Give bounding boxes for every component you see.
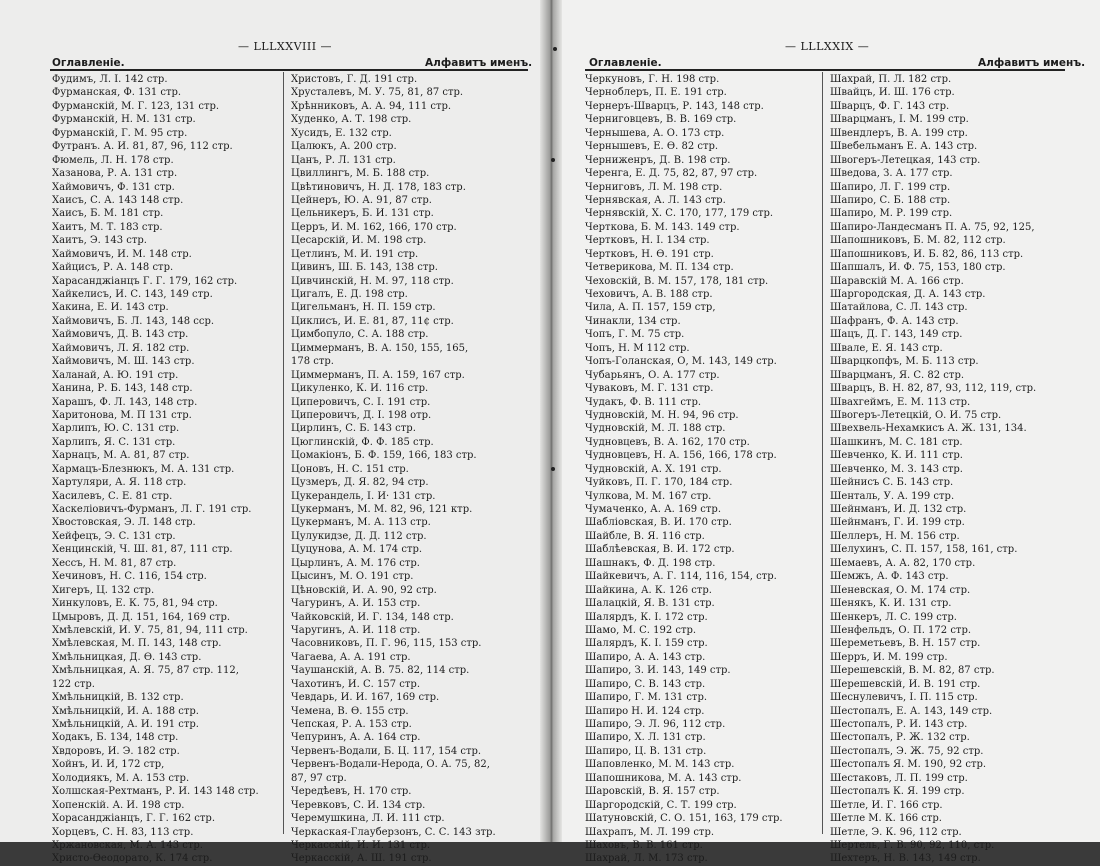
index-entry: Черкасскій, А. Ш. 191 стр.	[291, 853, 432, 865]
index-entry: Шапошникова, М. А. 143 стр.	[585, 772, 742, 784]
ink-speck	[551, 158, 555, 162]
index-entry: Черткова, Б. М. 143. 149 стр.	[585, 221, 740, 233]
index-entry: Чертковъ, Н. I. 134 стр.	[585, 235, 710, 247]
index-entry: Шенталь, У. А. 199 стр.	[830, 490, 955, 502]
index-entry: Чуйковъ, П. Г. 170, 184 стр.	[585, 477, 733, 489]
index-entry: Хмѣлевская, М. П. 143, 148 стр.	[52, 638, 222, 650]
index-entry: Цельникеръ, Б. И. 131 стр.	[291, 208, 434, 220]
index-entry: Швале, Е. Я. 143 стр.	[830, 342, 943, 354]
index-entry: Худенко, А. Т. 198 стр.	[291, 114, 412, 126]
index-entry: Шаровскій, В. Я. 157 стр.	[585, 786, 720, 798]
index-entry: Шаблiовская, В. И. 170 стр.	[585, 517, 732, 529]
index-entry: Чередѣевъ, Н. 170 стр.	[291, 786, 412, 798]
index-entry: Цигельманъ, Н. П. 159 стр.	[291, 302, 436, 314]
index-entry: Шапошниковъ, И. Б. 82, 86, 113 стр.	[830, 248, 1024, 260]
index-entry: Шемаевъ, А. А. 82, 170 стр.	[830, 557, 976, 569]
index-entry: Шапиро, С. Б. 188 стр.	[830, 194, 951, 206]
index-entry: Чеховскій, В. М. 157, 178, 181 стр.	[585, 275, 769, 287]
index-entry: Чемена, В. Ѳ. 155 стр.	[291, 705, 409, 717]
index-entry: Шайбле, В. Я. 116 стр.	[585, 530, 705, 542]
index-entry: Швебельманъ Е. А. 143 стр.	[830, 141, 978, 153]
index-entry: Черноблеръ, П. Е. 191 стр.	[585, 87, 727, 99]
index-entry: Хайкелисъ, И. С. 143, 149 стр.	[52, 289, 213, 300]
index-entry: Чертковъ, Н. Ѳ. 191 стр.	[585, 248, 714, 260]
index-entry: Фудимъ, Л. I. 142 стр.	[52, 74, 168, 85]
index-entry: Хмѣльницкій, И. А. 188 стр.	[52, 705, 199, 717]
index-entry: Шварцманъ, Я. С. 82 стр.	[830, 369, 965, 381]
index-entry: Чепуринъ, А. А. 164 стр.	[291, 732, 421, 744]
index-entry: Хазанова, Р. А. 131 стр.	[52, 168, 178, 180]
index-entry: Шенфельдъ, О. П. 172 стр.	[830, 624, 972, 636]
name-column-2	[830, 73, 1036, 866]
column-divider	[283, 72, 284, 834]
index-entry: Шварцкопфъ, М. Б. 113 стр.	[830, 356, 979, 368]
index-entry: Хаймовичъ, Д. В. 143 стр.	[52, 329, 189, 341]
index-entry: Хрѣнниковъ, А. А. 94, 111 стр.	[291, 100, 452, 112]
index-entry: Цирлинъ, С. Б. 143 стр.	[291, 423, 416, 435]
index-entry: Червенъ-Водали, Б. Ц. 117, 154 стр.	[291, 745, 482, 757]
index-entry: Чернышевъ, Е. Ѳ. 82 стр.	[585, 141, 719, 153]
index-entry: Цвѣтиновичъ, Н. Д. 178, 183 стр.	[291, 181, 466, 193]
index-entry: Швогеръ-Летецкій, О. И. 75 стр.	[830, 409, 1002, 421]
index-entry: Шахрай, П. Л. 182 стр.	[830, 74, 952, 85]
header-rule	[585, 69, 1065, 71]
index-entry: Цукерманъ, М. А. 113 стр.	[291, 517, 431, 529]
index-entry: Шалярдъ, К. I. 159 стр.	[585, 638, 708, 650]
index-entry: Харлипъ, Ю. С. 131 стр.	[52, 423, 180, 435]
index-entry: Шацъ, Д. Г. 143, 149 стр.	[830, 329, 963, 341]
index-entry: Халанай, А. Ю. 191 стр.	[52, 369, 179, 381]
index-entry: Часовниковъ, П. Г. 96, 115, 153 стр.	[291, 638, 482, 650]
index-entry: Цѣновскій, И. А. 90, 92 стр.	[291, 584, 437, 596]
index-entry: Циклисъ, И. Е. 81, 87, 11¢ стр.	[291, 315, 454, 327]
index-entry: Червенъ-Водали-Нерода, О. А. 75, 82,	[291, 759, 490, 771]
index-entry: Швогеръ-Летецкая, 143 стр.	[830, 154, 981, 166]
index-entry: Шапошниковъ, Б. М. 82, 112 стр.	[830, 235, 1006, 247]
index-entry: Фюмель, Л. Н. 178 стр.	[52, 154, 174, 166]
index-entry: Хартуляри, А. Я. 118 стр.	[52, 477, 187, 489]
index-entry: Шварцъ, В. Н. 82, 87, 93, 112, 119, стр.	[830, 383, 1037, 395]
header-contents: Оглавленіе.	[589, 57, 662, 69]
index-entry: Чернявскій, Х. С. 170, 177, 179 стр.	[585, 208, 774, 220]
index-entry: Хинкуловъ, Е. К. 75, 81, 94 стр.	[52, 598, 218, 610]
index-entry: Холодиякъ, М. А. 153 стр.	[52, 772, 190, 784]
index-entry: Шенякъ, К. И. 131 стр.	[830, 598, 952, 610]
header-alphabet: Алфавитъ именъ.	[978, 57, 1086, 69]
index-entry: Чаушанскій, А. В. 75. 82, 114 стр.	[291, 665, 470, 677]
index-entry: Черниговъ, Л. М. 198 стр.	[585, 181, 723, 193]
index-entry: 87, 97 стр.	[291, 772, 347, 784]
index-entry: Шапиро, Х. Л. 131 стр.	[585, 732, 706, 744]
index-entry: Холшская-Рехтманъ, Р. И. 143 148 стр.	[52, 786, 259, 798]
index-entry: Чудновскій, А. Х. 191 стр.	[585, 463, 722, 475]
index-entry: Шемжъ, А. Ф. 143 стр.	[830, 571, 949, 583]
index-entry: Шахрай, Л. М. 173 стр.	[585, 853, 708, 865]
index-entry: Чагуринъ, А. И. 153 стр.	[291, 598, 421, 610]
index-entry: Цейнеръ, Ю. А. 91, 87 стр.	[291, 194, 432, 206]
index-entry: Черкуновъ, Г. Н. 198 стр.	[585, 74, 720, 85]
index-entry: Хармацъ-Блезнюкъ, М. А. 131 стр.	[52, 463, 235, 475]
index-entry: Цивинъ, Ш. Б. 143, 138 стр.	[291, 262, 438, 274]
index-entry: Ходакъ, Б. 134, 148 стр.	[52, 732, 179, 744]
index-entry: Фурманскій, Г. М. 95 стр.	[52, 127, 188, 139]
index-entry: Шевченко, М. З. 143 стр.	[830, 463, 963, 475]
book-gutter	[540, 0, 562, 842]
index-entry: Циперовичъ, С. I. 191 стр.	[291, 396, 431, 408]
index-entry: Шапиро, А. А. 143 стр.	[585, 651, 706, 663]
index-entry: Чернеръ-Шварцъ, Р. 143, 148 стр.	[585, 100, 764, 112]
name-column-1	[585, 73, 783, 866]
index-entry: Хрусталевъ, М. У. 75, 81, 87 стр.	[291, 87, 464, 99]
index-entry: Хусидъ, Е. 132 стр.	[291, 127, 392, 139]
index-entry: Хмѣлевскій, И. У. 75, 81, 94, 111 стр.	[52, 624, 248, 636]
index-entry: Хорасанджіанцъ, Г. Г. 162 стр.	[52, 813, 215, 825]
index-entry: 178 стр.	[291, 356, 334, 368]
index-entry: Шатуновскій, С. О. 151, 163, 179 стр.	[585, 813, 783, 825]
index-entry: Чеховичъ, А. В. 188 стр.	[585, 289, 713, 300]
index-entry: Харасанджіанцъ Г. Г. 179, 162 стр.	[52, 275, 238, 287]
page-number: — LLLXXIX —	[785, 40, 870, 53]
header-rule	[50, 69, 528, 71]
index-entry: Шапиро, С. В. 143 стр.	[585, 678, 706, 690]
index-entry: Чудакъ, Ф. В. 111 стр.	[585, 396, 702, 408]
index-entry: Чернявская, А. Л. 143 стр.	[585, 194, 726, 206]
index-entry: Чумаченко, А. А. 169 стр.	[585, 504, 722, 515]
index-entry: Шахрапъ, М. Л. 199 стр.	[585, 826, 715, 838]
index-entry: Цесарскій, И. М. 198 стр.	[291, 235, 427, 247]
index-entry: Чевдарь, И. И. 167, 169 стр.	[291, 692, 440, 704]
index-entry: Черемушкина, Л. И. 111 стр.	[291, 813, 445, 825]
index-entry: Цетлинъ, М. И. 191 стр.	[291, 248, 419, 260]
index-entry: Хмѣльницкая, Д. Ө. 143 стр.	[52, 651, 202, 663]
index-entry: Хигеръ, Ц. 132 стр.	[52, 584, 155, 596]
index-entry: Хакина, Е. И. 143 стр.	[52, 302, 169, 314]
index-entry: Цукерманъ, М. М. 82, 96, 121 ктр.	[291, 504, 473, 515]
index-entry: Шаравскій М. А. 166 стр.	[830, 275, 964, 287]
index-entry: Шетле М. К. 166 стр.	[830, 813, 942, 825]
index-entry: Чахотинъ, И. С. 157 стр.	[291, 678, 420, 690]
index-entry: Шерешевскій, И. В. 191 стр.	[830, 678, 981, 690]
index-entry: Цивчинскій, Н. М. 97, 118 стр.	[291, 275, 454, 287]
index-entry: Шейнманъ, Г. И. 199 стр.	[830, 517, 965, 529]
index-entry: Шестопалъ Я. М. 190, 92 стр.	[830, 759, 987, 771]
index-entry: Хессъ, Н. М. 81, 87 стр.	[52, 557, 177, 569]
index-entry: Чуваковъ, М. Г. 131 стр.	[585, 383, 714, 395]
index-entry: Шестопалъ, Р. Ж. 132 стр.	[830, 732, 970, 744]
index-entry: Цырлинъ, А. М. 176 стр.	[291, 557, 420, 569]
index-entry: Хайцисъ, Р. А. 148 стр.	[52, 262, 174, 274]
index-entry: Черкасскій, И. И. 131 стр.	[291, 839, 431, 851]
index-entry: Христо-Ѳеодорато, К. 174 стр.	[52, 853, 213, 865]
index-entry: Шаховъ, В. В. 161 стр.	[585, 839, 703, 851]
index-entry: Харлипъ, Я. С. 131 стр.	[52, 436, 176, 448]
index-entry: Шапиро-Ландесманъ П. А. 75, 92, 125,	[830, 221, 1035, 233]
index-entry: Цимбопуло, С. А. 188 стр.	[291, 329, 429, 341]
index-entry: Шеснулевичъ, I. П. 115 стр.	[830, 692, 978, 704]
index-entry: Хмѣльницкая, А. Я. 75, 87 стр. 112,	[52, 665, 239, 677]
index-entry: Шапиро, З. И. 143, 149 стр.	[585, 665, 731, 677]
index-entry: Шаповленко, М. М. 143 стр.	[585, 759, 735, 771]
index-entry: Шерръ, И. М. 199 стр.	[830, 651, 948, 663]
index-entry: Черенга, Е. Д. 75, 82, 87, 97 стр.	[585, 168, 758, 180]
index-entry: Хмѣльницкій, А. И. 191 стр.	[52, 719, 199, 730]
index-entry: Харитонова, М. П 131 стр.	[52, 409, 192, 421]
index-entry: Чопъ, Г. М. 75 стр.	[585, 329, 685, 341]
index-entry: Шереметьевъ, В. Н. 157 стр.	[830, 638, 981, 650]
index-entry: Чагаева, А. А. 191 стр.	[291, 651, 411, 663]
name-column-1	[52, 73, 259, 866]
index-entry: Швендлеръ, В. А. 199 стр.	[830, 127, 968, 139]
index-entry: Цюглинскій, Ф. Ф. 185 стр.	[291, 436, 434, 448]
index-entry: Цысинъ, М. О. 191 стр.	[291, 571, 414, 583]
index-entry: Шашкинъ, М. С. 181 стр.	[830, 436, 963, 448]
index-entry: Шашнакъ, Ф. Д. 198 стр.	[585, 557, 716, 569]
ink-speck	[551, 467, 555, 471]
index-entry: Чопъ-Голанская, О, М. 143, 149 стр.	[585, 356, 777, 368]
index-entry: Шапиро, Э. Л. 96, 112 стр.	[585, 719, 726, 730]
index-entry: Шапшалъ, И. Ф. 75, 153, 180 стр.	[830, 262, 1006, 274]
index-entry: Шамо, М. С. 192 стр.	[585, 624, 697, 636]
index-entry: Хвдоровъ, И. Э. 182 стр.	[52, 745, 180, 757]
index-entry: Чаругинъ, А. И. 118 стр.	[291, 624, 421, 636]
index-entry: Цикуленко, К. И. 116 стр.	[291, 383, 429, 395]
index-entry: Шестопалъ, Р. И. 143 стр.	[830, 719, 968, 730]
index-entry: Цалюкъ, А. 200 стр.	[291, 141, 397, 153]
index-entry: Хорцевъ, С. Н. 83, 113 стр.	[52, 826, 194, 838]
index-entry: Черкаская-Глауберзонъ, С. С. 143 зтр.	[291, 826, 496, 838]
index-entry: Шехтеръ, Н. В. 143, 149 стр.	[830, 853, 981, 865]
index-entry: Шаргородская, Д. А. 143 стр.	[830, 289, 986, 300]
left-page	[0, 0, 545, 865]
index-entry: Шапиро, Г. М. 131 стр.	[585, 692, 708, 704]
index-entry: Шертель, Г. В. 90, 92, 110, стр.	[830, 839, 995, 851]
index-entry: Хейфецъ, Э. С. 131 стр.	[52, 530, 176, 542]
index-entry: Шетле, И. Г. 166 стр.	[830, 799, 943, 811]
index-entry: Цулукидзе, Д. Д. 112 стр.	[291, 530, 427, 542]
index-entry: Циммерманъ, П. А. 159, 167 стр.	[291, 369, 465, 381]
index-entry: Хаймовичъ, Ф. 131 стр.	[52, 181, 175, 193]
index-entry: Шестопалъ К. Я. 199 стр.	[830, 786, 965, 798]
index-entry: Чила, А. П. 157, 159 стр,	[585, 302, 716, 314]
index-entry: Хасилевъ, С. Е. 81 стр.	[52, 490, 173, 502]
index-entry: Шалярдъ, К. I. 172 стр.	[585, 611, 708, 623]
header-contents: Оглавленіе.	[52, 57, 125, 69]
index-entry: Цанъ, Р. Л. 131 стр.	[291, 154, 396, 166]
index-entry: Шеллеръ, Н. М. 156 стр.	[830, 530, 960, 542]
index-entry: Харнацъ, М. А. 81, 87 стр.	[52, 450, 190, 462]
index-entry: Чубарьянъ, О. А. 177 стр.	[585, 369, 720, 381]
index-entry: Чопъ, Н. М 112 стр.	[585, 342, 690, 354]
index-entry: Шерешевскій, В. М. 82, 87 стр.	[830, 665, 995, 677]
index-entry: Шапиро Н. И. 124 стр.	[585, 705, 705, 717]
index-entry: Хаймовичъ, Б. Л. 143, 148 сср.	[52, 315, 215, 327]
index-entry: Хопенскій. А. И. 198 стр.	[52, 799, 185, 811]
index-entry: Шестопалъ, Э. Ж. 75, 92 стр.	[830, 745, 984, 757]
index-entry: Шевченко, К. И. 111 стр.	[830, 450, 963, 462]
index-entry: Швахгеймъ, Е. М. 113 стр.	[830, 396, 971, 408]
index-entry: Цомакіонъ, Б. Ф. 159, 166, 183 стр.	[291, 450, 477, 462]
index-entry: Чудновскій, М. Н. 94, 96 стр.	[585, 409, 739, 421]
index-entry: Церръ, И. М. 162, 166, 170 стр.	[291, 221, 457, 233]
index-entry: Хаскелiовичъ-Фурманъ, Л. Г. 191 стр.	[52, 504, 252, 515]
index-entry: Шварцманъ, I. М. 199 стр.	[830, 114, 969, 126]
index-entry: Фурманскій, Н. М. 131 стр.	[52, 114, 196, 126]
index-entry: Шаблѣевская, В. И. 172 стр.	[585, 544, 735, 556]
index-entry: Шалацкій, Я. В. 131 стр.	[585, 598, 715, 610]
index-entry: Циперовичъ, Д. I. 198 отр.	[291, 409, 432, 421]
index-entry: Хенцинскій, Ч. Ш. 81, 87, 111 стр.	[52, 544, 233, 556]
index-entry: Цмыровъ, Д. Д. 151, 164, 169 стр.	[52, 611, 231, 623]
index-entry: Чудновскій, М. Л. 188 стр.	[585, 423, 726, 435]
index-entry: Хойнъ, И. И, 172 стр,	[52, 759, 165, 771]
index-entry: Хечиновъ, Н. С. 116, 154 стр.	[52, 571, 207, 583]
index-entry: Шейнисъ С. Б. 143 стр.	[830, 477, 954, 489]
index-entry: Чепская, Р. А. 153 стр.	[291, 719, 412, 730]
index-entry: Фурманскій, М. Г. 123, 131 стр.	[52, 100, 220, 112]
index-entry: Шаргородскій, С. Т. 199 стр.	[585, 799, 737, 811]
index-entry: Шеневская, О. М. 174 стр.	[830, 584, 971, 596]
index-entry: Хвостовская, Э. Л. 148 стр.	[52, 517, 196, 529]
index-entry: Шапиро, Л. Г. 199 стр.	[830, 181, 951, 193]
index-entry: Хаитъ, Э. 143 стр.	[52, 235, 147, 247]
index-entry: Чудновцевъ, Н. А. 156, 166, 178 стр.	[585, 450, 777, 462]
index-entry: Шварцъ, Ф. Г. 143 стр.	[830, 100, 950, 112]
index-entry: Шайкина, А. К. 126 стр.	[585, 584, 712, 596]
index-entry: Шелухинъ, С. П. 157, 158, 161, стр.	[830, 544, 1018, 556]
index-entry: Хаймовичъ, И. М. 148 стр.	[52, 248, 192, 260]
index-entry: Чайковскій, И. Г. 134, 148 стр.	[291, 611, 454, 623]
index-entry: Хаитъ, М. Т. 183 стр.	[52, 221, 163, 233]
index-entry: Шайкевичъ, А. Г. 114, 116, 154, стр.	[585, 571, 777, 583]
index-entry: Шапиро, Ц. В. 131 стр.	[585, 745, 707, 757]
index-entry: Харашъ, Ф. Л. 143, 148 стр.	[52, 396, 198, 408]
index-entry: Чернышева, А. О. 173 стр.	[585, 127, 725, 139]
index-entry: Цузмеръ, Д. Я. 82, 94 стр.	[291, 477, 429, 489]
index-entry: Хаисъ, Б. М. 181 стр.	[52, 208, 164, 220]
index-entry: Шестопалъ, Е. А. 143, 149 стр.	[830, 705, 993, 717]
index-entry: Шведова, З. А. 177 стр.	[830, 168, 953, 180]
name-column-2	[291, 73, 496, 866]
index-entry: Чулкова, М. М. 167 стр.	[585, 490, 712, 502]
index-entry: Хржановская, М. А. 143 стр.	[52, 839, 203, 851]
index-entry: Хаймовичъ, Л. Я. 182 стр.	[52, 342, 190, 354]
column-divider	[822, 72, 823, 834]
ink-speck	[553, 47, 557, 51]
index-entry: Черниженръ, Д. В. 198 стр.	[585, 154, 731, 166]
index-entry: Цигалъ, Е. Д. 198 стр.	[291, 289, 408, 300]
index-entry: Шестаковъ, Л. П. 199 стр.	[830, 772, 968, 784]
index-entry: Цукерандель, I. И· 131 стр.	[291, 490, 436, 502]
index-entry: Футранъ. А. И. 81, 87, 96, 112 стр.	[52, 141, 233, 153]
index-entry: Христовъ, Г. Д. 191 стр.	[291, 74, 418, 85]
index-entry: Циммерманъ, В. А. 150, 155, 165,	[291, 342, 469, 354]
index-entry: Чинакли, 134 стр.	[585, 315, 681, 327]
index-entry: Швехвель-Нехамкисъ А. Ж. 131, 134.	[830, 423, 1027, 435]
index-entry: Цвиллингъ, М. Б. 188 стр.	[291, 168, 430, 180]
index-entry: Фурманская, Ф. 131 стр.	[52, 87, 182, 99]
index-entry: Шатайлова, С. Л. 143 стр.	[830, 302, 968, 314]
index-entry: Чудновцевъ, В. А. 162, 170 стр.	[585, 436, 750, 448]
page-number: — LLLXXVIII —	[238, 40, 333, 53]
index-entry: Шейнманъ, И. Д. 132 стр.	[830, 504, 967, 515]
index-entry: Черевковъ, С. И. 134 стр.	[291, 799, 426, 811]
header-alphabet: Алфавитъ именъ.	[425, 57, 533, 69]
index-entry: Шапиро, М. Р. 199 стр.	[830, 208, 953, 220]
index-entry: Цуцунова, А. М. 174 стр.	[291, 544, 423, 556]
index-entry: Хаймовичъ, М. Ш. 143 стр.	[52, 356, 195, 368]
index-entry: Четверикова, М. П. 134 стр.	[585, 262, 734, 274]
index-entry: Ханина, Р. Б. 143, 148 стр.	[52, 383, 193, 395]
index-entry: Шафранъ, Ф. А. 143 стр.	[830, 315, 959, 327]
index-entry: 122 стр.	[52, 678, 95, 690]
index-entry: Шетле, Э. К. 96, 112 стр.	[830, 826, 962, 838]
index-entry: Швайцъ, И. Ш. 176 стр.	[830, 87, 955, 99]
index-entry: Черниговцевъ, В. В. 169 стр.	[585, 114, 737, 126]
index-entry: Цоновъ, Н. С. 151 стр.	[291, 463, 409, 475]
index-entry: Хаисъ, С. А. 143 148 стр.	[52, 194, 184, 206]
index-entry: Хмѣльницкій, В. 132 стр.	[52, 692, 184, 704]
right-page	[553, 0, 1100, 865]
index-entry: Шенкеръ, Л. С. 199 стр.	[830, 611, 957, 623]
